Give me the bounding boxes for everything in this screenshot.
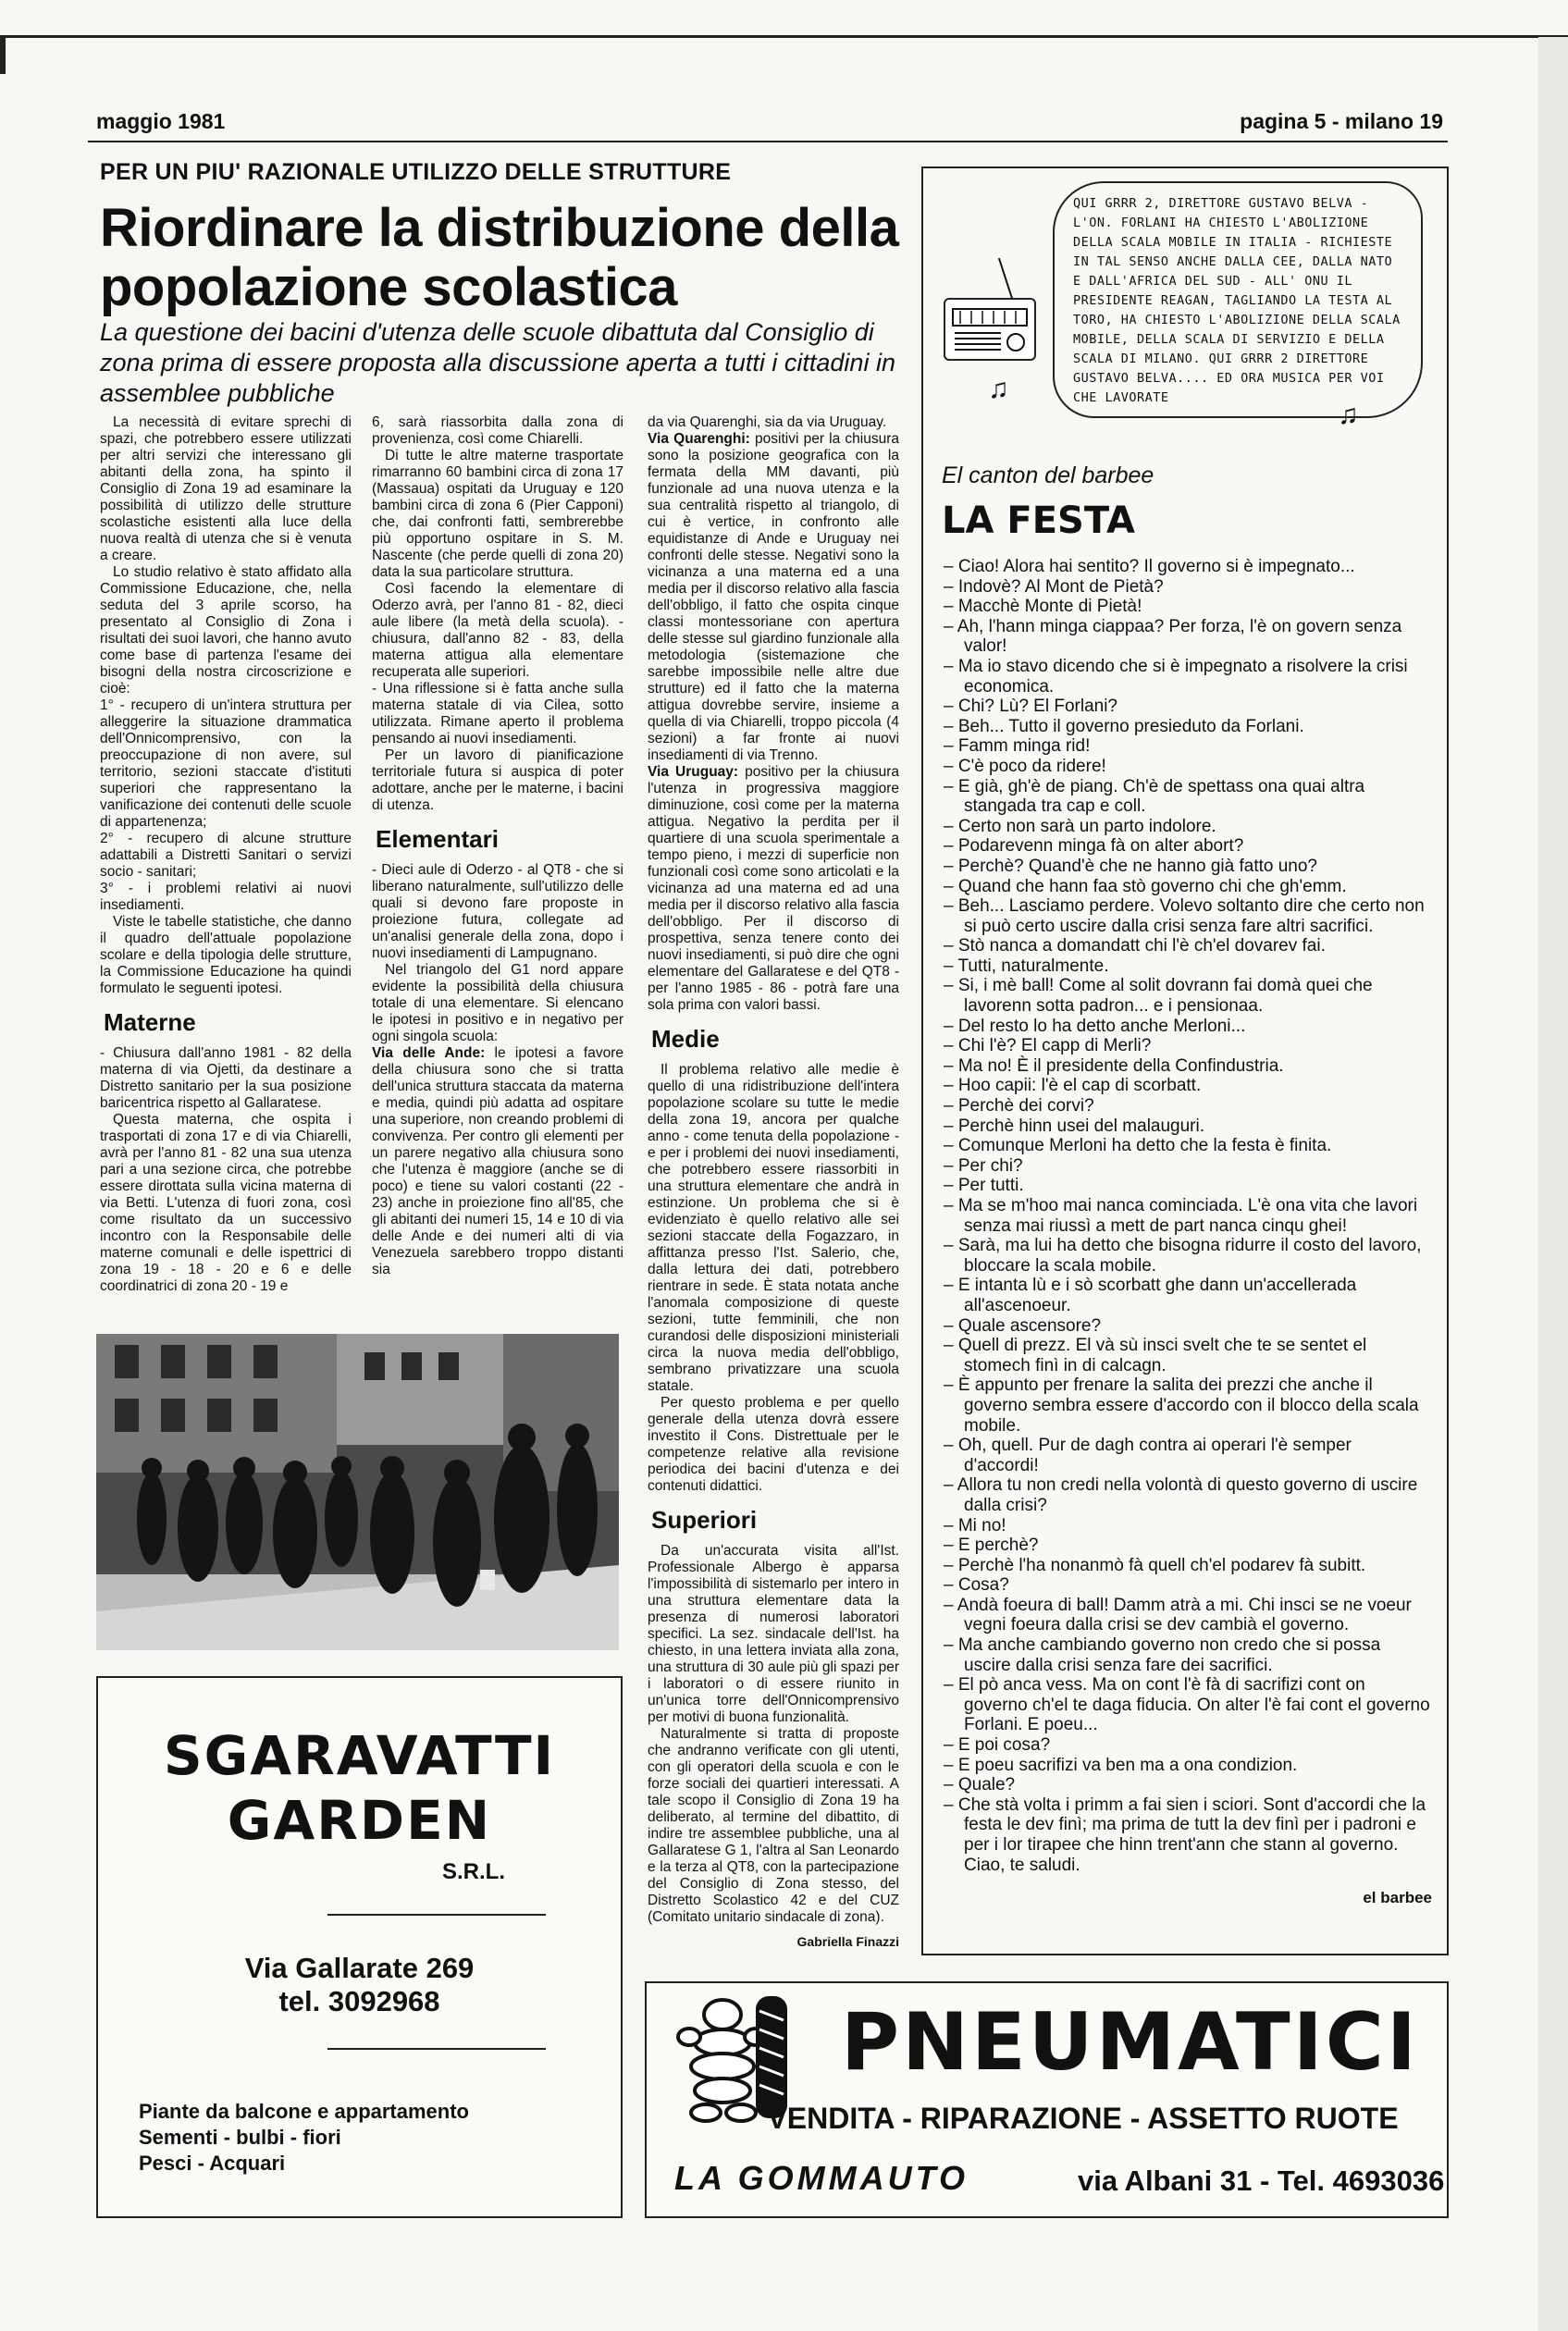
school-name: Via Quarenghi: (648, 431, 750, 447)
ad-sgaravatti-garden (96, 1676, 623, 2218)
dialogue-line: – Che stà volta i primm a fai sien i sciori. Sont d'accordi che la festa le dev finì; ma prima de tutt la dev finì per i padroni e per i lor tirapee che hinn trent'ann che stann al governo. Ciao, te saludi. (944, 1794, 1426, 1875)
dialogue-line: – Quale ascensore? (944, 1315, 1102, 1336)
paragraph: - Una riflessione si è fatta anche sulla materna statale di via Cilea, sotto utilizzata. Rimane aperto il problema pensando ai nuovi insediamenti. (372, 681, 623, 746)
dialogue-line: – Tutti, naturalmente. (944, 956, 1109, 976)
paragraph (372, 1045, 623, 1278)
article-subtitle: La questione dei bacini d'utenza delle scuole dibattuta dal Consiglio di zona prima di essere proposta alla discussione aperta a tutti i cittadini in assemblee pubbliche (100, 318, 895, 407)
dialogue-line: – E poi cosa? (944, 1735, 1051, 1756)
dialogue-line: – Ma no! È il presidente della Confindustria. (944, 1055, 1284, 1076)
dialogue-line: – Stò nanca a domandatt chi l'è ch'el dovarev fai. (944, 936, 1326, 956)
paragraph: Per questo problema e per quello generale della utenza dovrà essere investito il Cons. Distrettuale per le competenze relative alla revisione periodica dei bacini d'utenza e dei contenuti didattici. (648, 1395, 899, 1494)
section-heading-medie: Medie (651, 1025, 720, 1053)
dialogue-line: – Ma io stavo dicendo che si è impegnato a risolvere la crisi economica. (944, 656, 1408, 697)
dialogue-line: – Famm minga rid! (944, 736, 1091, 757)
dialogue-line: – Beh... Lasciamo perdere. Volevo soltanto dire che certo non si può certo uscire dalla crisi senza fare altri sacrifici. (944, 896, 1425, 936)
dialogue-line: – Quell di prezz. El và sù insci svelt che te se sentet el stomech finì in di calcagn. (944, 1336, 1367, 1375)
dialogue-line: – Andà foeura di ball! Damm atrà a mi. Chi insci se ne voeur vegni foeura dalla crisi se dev cambià el governo. (944, 1595, 1412, 1635)
paragraph: - Dieci aule di Oderzo - al QT8 - che si liberano naturalmente, sull'utilizzo delle quali si devono fare proposte in proiezione futura, collegate ad un'analisi generale della zona, dopo i nuovi insediamenti di Lampugnano. (372, 862, 623, 961)
dialogue-line: – Macchè Monte di Pietà! (944, 597, 1142, 617)
ad-phone: tel. 3092968 (278, 1985, 440, 2017)
paragraph-text: le ipotesi a favore della chiusura sono che si tratta dell'unica struttura staccata da materna e media, quindi più adatta ad ospitare una superiore, non creando problemi di convivenza. Per contro gli elementi per un parere negativo alla chiusura sono che l'utenza è maggiore (anche se di poco) e tiene su valori costanti (22 - 23) anche in proiezione fino all'85, che gli abitanti dei numeri 15, 14 e 10 di via delle Ande e dei numeri alti di via Venezuela sarebbero troppo distanti sia (372, 1045, 624, 1277)
section-heading-superiori: Superiori (651, 1506, 758, 1534)
column-barbee (921, 166, 1449, 1955)
page-edge-mark (0, 37, 6, 74)
paragraph: Lo studio relativo è stato affidato alla Commissione Educazione, che, nella seduta del 3 aprile scorso, ha presentato al Consiglio di Zona i risultati dei suoi lavori, che hanno avuto come base di partenza l'esame dei bisogni della nostra circoscrizione e cioè: (100, 564, 352, 697)
ad-divider (327, 1914, 546, 1916)
speech-bubble: QUI GRRR 2, DIRETTORE GUSTAVO BELVA - L'ON. FORLANI HA CHIESTO L'ABOLIZIONE DELLA SCALA MOBILE IN ITALIA - RICHIESTE IN TAL SENSO ANCHE DALLA CEE, DALLA NATO E DALL'AFRICA DEL SUD - ALL' ONU IL PRESIDENTE REAGAN, TAGLIANDO LA TESTA AL TORO, HA CHIESTO L'ABOLIZIONE DELLA SCALA MOBILE, DELLA SCALA DI SERVIZIO E DELLA SCALA DI MILANO. QUI GRRR 2 DIRETTORE GUSTAVO BELVA.... ED ORA MUSICA PER VOI CHE LAVORATE (1053, 181, 1423, 418)
article-title: Riordinare la distribuzione della popolazione scolastica (100, 198, 899, 317)
header-rule (88, 141, 1448, 142)
paragraph: Di tutte le altre materne trasportate rimarranno 60 bambini circa di zona 17 (Massaua) ospitati da Uruguay e 120 bambini circa di zona 6 (Pier Capponi) che, dai confronti fatti, sembrerebbe più opportuno ospitare in S. M. Nascente (che perde quelli di zona 20) data la sua particolare struttura. (372, 448, 623, 580)
page-top-border (0, 35, 1568, 38)
dialogue-line: – E intanta lù e i sò scorbatt ghe dann un'accellerada all'ascenoeur. (944, 1276, 1357, 1315)
dialogue-line: – E già, gh'è de piang. Ch'è de spettass ona quai altra stangada tra cap e coll. (944, 776, 1365, 817)
ad-brand-line2: GARDEN (227, 1789, 492, 1852)
paragraph: 2° - recupero di alcune strutture adattabili a Distretti Sanitari o servizi socio - sanitari; (100, 831, 352, 880)
ad-brand: LA GOMMAUTO (674, 2159, 969, 2197)
dialogue-line: – Beh... Tutto il governo presieduto da Forlani. (944, 716, 1304, 736)
paragraph: Questa materna, che ospita i trasportati di zona 17 e di via Chiarelli, avrà per l'anno 81 - 82 una sua utenza pari a una sezione circa, che potrebbe essere dirottata sulla vicina materna di via Betti. L'utenza di fuori zona, così come risultato da un successivo incontro con la Responsabile delle materne comunali e delle ispettrici di zona 19 - 18 - 20 e 6 e delle coordinatrici di zona 20 - 19 e (100, 1112, 352, 1294)
dialogue-line: – Quale? (944, 1775, 1016, 1795)
school-name: Via delle Ande: (372, 1045, 486, 1061)
dialogue-line: – Allora tu non credi nella volontà di questo governo di uscire dalla crisi? (944, 1475, 1418, 1515)
paragraph: Per un lavoro di pianificazione territoriale futura si auspica di poter adottare, anche per le materne, i bacini di utenza. (372, 747, 623, 813)
dialogue-line: – Perchè l'ha nonanmò fà quell ch'el podarev fà subitt. (944, 1555, 1366, 1575)
dialogue-line: – Mi no! (944, 1515, 1006, 1536)
ad-divider (327, 2048, 546, 2050)
dialogue-line: – Perchè dei corvi? (944, 1096, 1094, 1116)
ad-pneumatici (645, 1981, 1449, 2218)
paragraph: - Chiusura dall'anno 1981 - 82 della materna di via Ojetti, da destinare a Distretto sanitario per la sua posizione baricentrica rispetto al Gallaratese. (100, 1045, 352, 1111)
header-date: maggio 1981 (96, 109, 226, 133)
ad-company-type: S.R.L. (442, 1859, 506, 1884)
dialogue-line: – Chi l'è? El capp di Merli? (944, 1036, 1152, 1056)
dialogue-line: – È appunto per frenare la salita dei prezzi che anche il governo sembra essere d'accordo con il blocco della scala mobile. (944, 1375, 1419, 1436)
paragraph (648, 764, 899, 1014)
section-heading-materne: Materne (104, 1008, 196, 1036)
dialogue-line: – Si, i mè ball! Come al solit dovrann fai domà quei che lavorenn sotta padron... e i pensionaa. (944, 976, 1373, 1017)
paragraph: da via Quarenghi, sia da via Uruguay. (648, 414, 887, 430)
dialogue-line: – Sarà, ma lui ha detto che bisogna ridurre il costo del lavoro, bloccare la scala mobile. (944, 1236, 1422, 1276)
ad-address: Via Gallarate 269 (244, 1952, 475, 1984)
ad-services: VENDITA - RIPARAZIONE - ASSETTO RUOTE (767, 2102, 1399, 2135)
ad-product-line: Pesci - Acquari (139, 2152, 286, 2175)
dialogue-line: – E perchè? (944, 1536, 1039, 1556)
ad-products (139, 2099, 469, 2177)
paragraph: Nel triangolo del G1 nord appare evidente la possibilità della chiusura totale di una elementare. Si elencano le ipotesi in positivo e in negativo per ogni singola scuola: (372, 962, 623, 1044)
school-name: Via Uruguay: (648, 764, 739, 780)
dialogue-line: – El pò anca vess. Ma on cont l'è fà di sacrifizi cont on governo ch'el te daga fiducia. On alter l'è fai cont el governo Forlani. E poeu... (944, 1675, 1430, 1735)
dialogue-line: – Perchè? Quand'è che ne hanno già fatto uno? (944, 856, 1318, 876)
paragraph: La necessità di evitare sprechi di spazi, che potrebbero essere utilizzati per altri servizi che interessano gli abitanti della zona, ha spinto il Consiglio di Zona 19 ad esaminare la possibilità di utilizzo delle strutture scolastiche esistenti alla luce della nuova realtà di utenza che si è venuta a creare. (100, 414, 352, 563)
dialogue-line: – Hoo capii: l'è el cap di scorbatt. (944, 1076, 1202, 1096)
article-column-1 (100, 414, 352, 1295)
dialogue-line: – Cosa? (944, 1575, 1009, 1596)
paragraph (648, 431, 899, 764)
antenna (998, 258, 1013, 299)
paragraph-text: positivo per la chiusura l'utenza in progressiva maggiore diminuzione, così come per la materna attigua. Negativo la perdita per il quartiere di una scuola sperimentale a tempo pieno, i mezzi di superficie non funzionali così come sono articolati e la vicinanza ad una materna ed ad una media per il discorso relativo alla fascia dell'obbligo. Per il discorso di prospettiva, senza tenere conto dei nuovi insediamenti, si può dire che ogni elementare del Gallaratese e del QT8 - per l'anno 1985 - 86 - potrà fare una sola prima con valori bassi. (648, 764, 899, 1013)
ad-product-line: Piante da balcone e appartamento (139, 2100, 469, 2123)
section-heading-elementari: Elementari (376, 825, 499, 853)
dialogue-line: – Chi? Lù? El Forlani? (944, 697, 1117, 717)
dialogue-line: – Ah, l'hann minga ciappaa? Per forza, l'è on govern senza valor! (944, 616, 1402, 657)
column-signature: el barbee (1363, 1889, 1432, 1906)
paragraph-text: positivi per la chiusura sono la posizione geografica con la fermata della MM davanti, più funzionale ad una nuova utenza e la sua centralità rispetto al triangolo, di cui è vertice, in confronto alle equidistanze di Ande e Uruguay nei confronti delle stesse. Negativi sono la vicinanza a una materna ed a una media per il discorso relativo alla fascia dell'obbligo, il fatto che ospita cinque classi montessoriane con apertura delle stesse sul giardino funzionale alla metodologia (sistemazione che sarebbe impossibile nelle altre due strutture) ed il fatto che la materna attigua dovrebbe servire, insieme a quella di via Chiarelli, troppo piccola (4 sezioni) a far fronte ai nuovi insediamenti di via Trenno. (648, 431, 899, 763)
radio-icon (944, 298, 1036, 361)
ad-product-line: Sementi - bulbi - fiori (139, 2126, 341, 2149)
article-kicker: PER UN PIU' RAZIONALE UTILIZZO DELLE STRUTTURE (100, 159, 732, 185)
dialogue-line: – Comunque Merloni ha detto che la festa è finita. (944, 1136, 1332, 1156)
music-note-icon: ♫ (1338, 400, 1359, 430)
music-note-icon: ♫ (988, 374, 1009, 404)
header-page: pagina 5 - milano 19 (1240, 109, 1443, 133)
paragraph: 1° - recupero di un'intera struttura per alleggerire la situazione drammatica dell'Onnicomprensivo, con la preoccupazione di non avere, sul territorio, sezioni staccate d'istituti superiori che rappresentano la vanificazione dei contenuti delle scuole di appartenenza; (100, 697, 352, 830)
street-crowd-photo (96, 1334, 619, 1650)
dialogue-line: – Certo non sarà un parto indolore. (944, 816, 1216, 836)
article-signature: Gabriella Finazzi (796, 1934, 899, 1949)
column-kicker: El canton del barbee (942, 462, 1154, 488)
paragraph: Così facendo la elementare di Oderzo avrà, per l'anno 81 - 82, dieci aule libere (la metà della scuola). - chiusura, dall'anno 82 - 83, della materna attigua alla elementare recuperata alle superiori. (372, 581, 623, 680)
dialogue-line: – Perchè hinn usei del malauguri. (944, 1116, 1205, 1136)
article-column-3 (648, 414, 899, 1950)
dialogue-line: – E poeu sacrifizi va ben ma a ona condizion. (944, 1755, 1298, 1775)
dialogue-line: – Oh, quell. Pur de dagh contra ai operari l'è semper d'accordi! (944, 1436, 1352, 1475)
ad-contact: via Albani 31 - Tel. 4693036 (1078, 2164, 1445, 2197)
paragraph: 3° - i problemi relativi ai nuovi insediamenti. (100, 881, 352, 913)
dialogue-line: – C'è poco da ridere! (944, 756, 1106, 776)
paragraph: Il problema relativo alle medie è quello di una ridistribuzione dell'intera popolazione scolare su tutte le medie della zona 19, ancora per qualche anno - come tenuta della popolazione - e per i problemi dei nuovi insediamenti, che potrebbero essere riassorbiti in una struttura elementare che andrà in estinzione. Un problema che si è evidenziato è quello relativo alle sei sezioni staccate della Fogazzaro, in affittanza presso l'Ist. Salerio, che, dalla lettura dei dati, potrebbero rientrare in sede. È stata notata anche l'anomala composizione di queste sezioni, tutte femminili, che non curandosi delle disposizioni ministeriali circa la nuova media dell'obbligo, sembrano privatizzare una scuola statale. (648, 1062, 899, 1394)
dialogue-line: – Quand che hann faa stò governo chi che gh'emm. (944, 876, 1347, 896)
dialogue-line: – Per tutti. (944, 1176, 1024, 1196)
dialogue-line: – Per chi? (944, 1155, 1023, 1176)
ad-title: PNEUMATICI (841, 1996, 1419, 2089)
dialogue-line: – Ma se m'hoo mai nanca cominciada. L'è ona vita che lavori senza mai riussì a mett de part nanca cinqu ghei! (944, 1196, 1418, 1236)
dialogue-line: – Indovè? Al Mont de Pietà? (944, 576, 1164, 597)
dialogue-line: – Ma anche cambiando governo non credo che si possa uscire dalla crisi senza fare dei sacrifici. (944, 1635, 1381, 1675)
dialogue-line: – Del resto lo ha detto anche Merloni... (944, 1016, 1246, 1036)
paragraph: 6, sarà riassorbita dalla zona di provenienza, così come Chiarelli. (372, 414, 623, 447)
paragraph: Da un'accurata visita all'Ist. Professionale Albergo è apparsa l'impossibilità di sistemarlo per intero in una struttura elementare data la presenza di numerosi laboratori specifici. La sez. sindacale dell'Ist. ha chiesto, in una lettera inviata alla zona, una struttura di 30 aule più gli spazi per i laboratori o di essere riunito in un'unica torre dell'Onnicomprensivo per motivi di buona funzionalità. (648, 1543, 899, 1725)
page-fold-shadow (1538, 37, 1568, 2331)
paragraph: Viste le tabelle statistiche, che danno il quadro dell'attuale popolazione scolare e della tipologia delle strutture, la Commissione Educazione ha quindi formulato le seguenti ipotesi. (100, 914, 352, 996)
dialogue (923, 557, 1430, 1875)
dialogue-line: – Ciao! Alora hai sentito? Il governo si è impegnato... (944, 557, 1355, 576)
article-column-2 (372, 414, 623, 1278)
ad-brand-line1: SGARAVATTI (163, 1724, 556, 1787)
paragraph: Naturalmente si tratta di proposte che andranno verificate con gli utenti, con gli operatori della scuola e con le forze sociali dei quartieri interessati. A tale scopo il Consiglio di Zona 19 ha deliberato, al termine del dibattito, di indire tre assemblee pubbliche, una al Gallaratese G 1, l'altra al San Leonardo e la terza al QT8, con la partecipazione del Consiglio di Zona stesso, del Distretto Scolastico 42 e del CUZ (Comitato unitario sindacale di zona). (648, 1726, 899, 1925)
column-title: LA FESTA (942, 500, 1135, 542)
dialogue-line: – Podarevenn minga fà on alter abort? (944, 836, 1244, 857)
